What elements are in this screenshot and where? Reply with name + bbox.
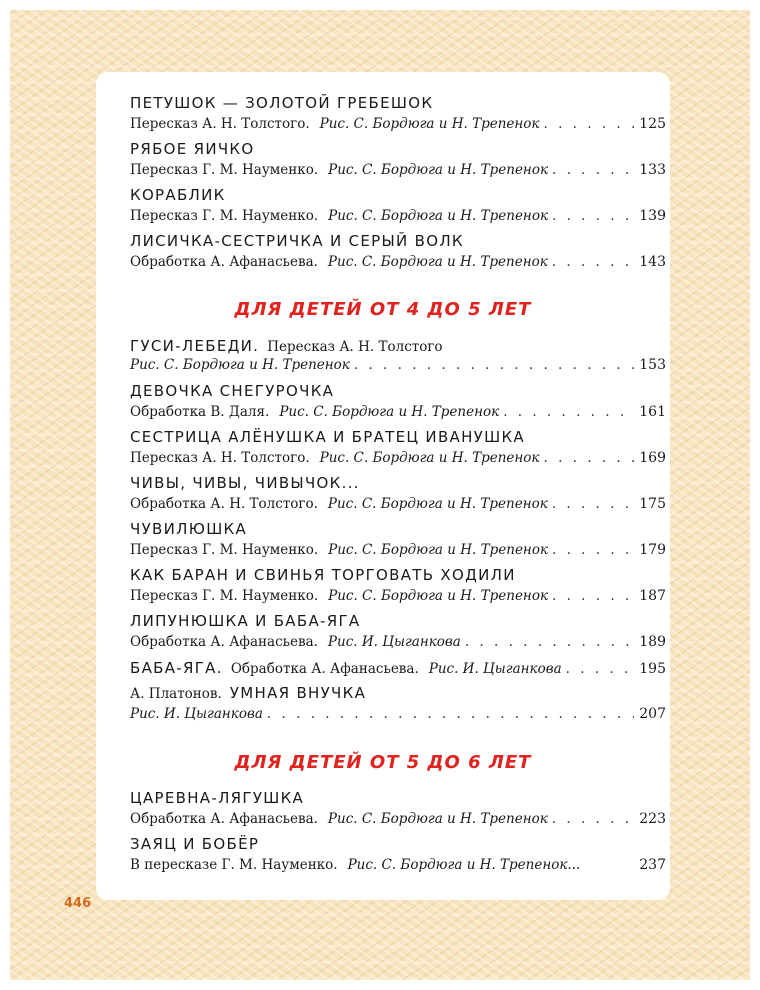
credit: Пересказ Г. М. Науменко.: [130, 542, 319, 558]
toc-entry-line: [130, 254, 666, 270]
page-number[interactable]: 237: [639, 857, 666, 873]
toc-entry-title[interactable]: СЕСТРИЦА АЛЁНУШКА И БРАТЕЦ ИВАНУШКА: [130, 428, 525, 446]
illustrator: Рис. С. Бордюга и Н. Трепенок: [327, 496, 548, 512]
illustrator: Рис. С. Бордюга и Н. Трепенок: [319, 116, 540, 132]
section-heading-4-5: ДЛЯ ДЕТЕЙ ОТ 4 ДО 5 ЛЕТ: [234, 299, 532, 320]
illustrator: Рис. С. Бордюга и Н. Трепенок: [130, 357, 350, 373]
toc-entry-title[interactable]: ЗАЯЦ И БОБЁР: [130, 835, 260, 853]
credit: Пересказ А. Н. Толстого.: [130, 450, 310, 466]
illustrator: Рис. С. Бордюга и Н. Трепенок...: [347, 857, 581, 873]
toc-entry-line: [130, 706, 666, 722]
toc-entry-line: [130, 116, 666, 132]
leader-dots: [552, 811, 634, 827]
leader-dots: [267, 706, 634, 722]
leader-dots: [552, 588, 634, 604]
section-heading-5-6: ДЛЯ ДЕТЕЙ ОТ 5 ДО 6 ЛЕТ: [234, 752, 532, 773]
page-number[interactable]: 223: [639, 811, 666, 827]
toc-entry-line: [130, 208, 666, 224]
illustrator: Рис. С. Бордюга и Н. Трепенок: [279, 404, 500, 420]
toc-entry-title[interactable]: УМНАЯ ВНУЧКА: [229, 684, 367, 702]
toc-entry-title-line: [130, 684, 666, 702]
page-number[interactable]: 187: [639, 588, 666, 604]
credit: Пересказ Г. М. Науменко.: [130, 588, 319, 604]
page-folio: 446: [64, 896, 92, 911]
illustrator: Рис. С. Бордюга и Н. Трепенок: [327, 811, 548, 827]
leader-dots: [503, 404, 634, 420]
page-number[interactable]: 153: [639, 357, 666, 373]
toc-entry-line: [130, 496, 666, 512]
toc-entry-line: [130, 404, 666, 420]
credit: Обработка А. Афанасьева.: [230, 661, 419, 677]
page-number[interactable]: 139: [639, 208, 666, 224]
leader-dots: [552, 496, 634, 512]
leader-dots: [552, 208, 634, 224]
credit: Пересказ Г. М. Науменко.: [130, 162, 319, 178]
author: А. Платонов.: [130, 686, 222, 702]
toc-entry-title[interactable]: ЧУВИЛЮШКА: [130, 520, 248, 538]
page-number[interactable]: 195: [639, 661, 666, 677]
leader-dots: [544, 116, 635, 132]
toc-entry-line: [130, 659, 666, 677]
credit: В пересказе Г. М. Науменко.: [130, 857, 338, 873]
leader-dots: [566, 661, 634, 677]
illustrator: Рис. С. Бордюга и Н. Трепенок: [328, 162, 549, 178]
toc-entry-line: [130, 162, 666, 178]
leader-dots: [552, 254, 634, 270]
page-number[interactable]: 143: [639, 254, 666, 270]
toc-entry-title[interactable]: РЯБОЕ ЯИЧКО: [130, 140, 255, 158]
credit: Обработка А. Н. Толстого.: [130, 496, 318, 512]
illustrator: Рис. С. Бордюга и Н. Трепенок: [328, 542, 549, 558]
toc-entry-line: [130, 588, 666, 604]
toc-entry-title[interactable]: КОРАБЛИК: [130, 186, 226, 204]
toc-entry-line: [130, 811, 666, 827]
toc-entry-line: [130, 542, 666, 558]
credit: Обработка А. Афанасьева.: [130, 254, 318, 270]
page-number[interactable]: 175: [639, 496, 666, 512]
toc-entry-title[interactable]: ЛИПУНЮШКА И БАБА-ЯГА: [130, 612, 361, 630]
illustrator: Рис. С. Бордюга и Н. Трепенок: [328, 588, 549, 604]
toc-entry-title[interactable]: ЧИВЫ, ЧИВЫ, ЧИВЫЧОК...: [130, 474, 360, 492]
page-number[interactable]: 207: [639, 706, 666, 722]
credit: Пересказ А. Н. Толстого: [267, 339, 443, 355]
page-number[interactable]: 169: [639, 450, 666, 466]
illustrator: Рис. С. Бордюга и Н. Трепенок: [327, 254, 548, 270]
toc-entry-title[interactable]: ДЕВОЧКА СНЕГУРОЧКА: [130, 382, 335, 400]
illustrator: Рис. И. Цыганкова: [130, 706, 263, 722]
credit: Обработка В. Даля.: [130, 404, 270, 420]
leader-dots: [552, 162, 634, 178]
toc-entry-line: [130, 357, 666, 373]
leader-dots: [465, 634, 634, 650]
illustrator: Рис. И. Цыганкова: [327, 634, 461, 650]
toc-entry-title[interactable]: КАК БАРАН И СВИНЬЯ ТОРГОВАТЬ ХОДИЛИ: [130, 566, 516, 584]
toc-entry-title[interactable]: ЦАРЕВНА-ЛЯГУШКА: [130, 789, 305, 807]
page-number[interactable]: 189: [639, 634, 666, 650]
illustrator: Рис. С. Бордюга и Н. Трепенок: [319, 450, 540, 466]
leader-dots: [552, 542, 634, 558]
illustrator: Рис. И. Цыганкова: [428, 661, 562, 677]
toc-entry-line: [130, 857, 666, 873]
toc-entry-title-line: [130, 337, 666, 355]
credit: Обработка А. Афанасьева.: [130, 634, 318, 650]
credit: Обработка А. Афанасьева.: [130, 811, 318, 827]
page-number[interactable]: 125: [639, 116, 666, 132]
toc-entry-title[interactable]: ЛИСИЧКА-СЕСТРИЧКА И СЕРЫЙ ВОЛК: [130, 232, 464, 250]
page-number[interactable]: 179: [639, 542, 666, 558]
page-number[interactable]: 161: [639, 404, 666, 420]
leader-dots: [354, 357, 634, 373]
credit: Пересказ А. Н. Толстого.: [130, 116, 310, 132]
illustrator: Рис. С. Бордюга и Н. Трепенок: [328, 208, 549, 224]
toc-entry-title[interactable]: ГУСИ-ЛЕБЕДИ.: [130, 337, 260, 355]
toc-entry-title[interactable]: ПЕТУШОК — ЗОЛОТОЙ ГРЕБЕШОК: [130, 94, 434, 112]
credit: Пересказ Г. М. Науменко.: [130, 208, 319, 224]
leader-dots: [544, 450, 635, 466]
toc-entry-title[interactable]: БАБА-ЯГА.: [130, 659, 223, 677]
toc-entry-line: [130, 450, 666, 466]
toc-entry-line: [130, 634, 666, 650]
page-number[interactable]: 133: [639, 162, 666, 178]
